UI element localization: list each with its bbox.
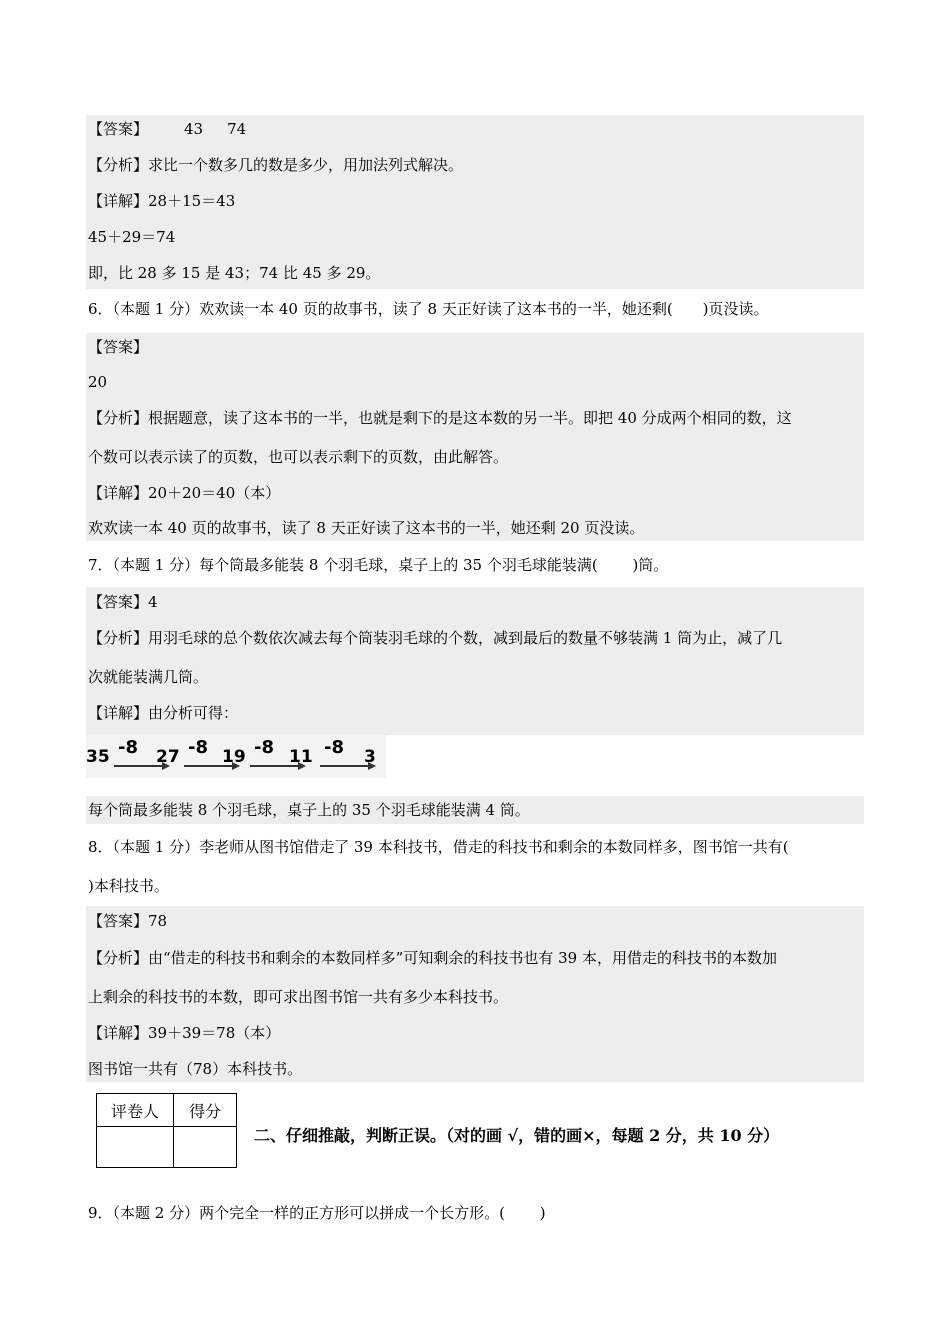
- q5-answer-2: 74: [227, 120, 247, 138]
- eq-op-label: -8: [118, 737, 138, 758]
- q5-answer-line: [88, 119, 246, 139]
- score-table-grader-header: 评卷人: [97, 1094, 174, 1127]
- q7-analysis-2: 次就能装满几筒。: [88, 668, 209, 686]
- q5-detail: 【详解】28＋15＝43: [88, 192, 236, 210]
- q8-detail: 【详解】39＋39＝78（本）: [88, 1024, 281, 1042]
- q7-conclusion: 每个筒最多能装 8 个羽毛球，桌子上的 35 个羽毛球能装满 4 筒。: [88, 801, 530, 819]
- q6-answer-label: 【答案】: [88, 338, 149, 356]
- q9-question: 9．（本题 2 分）两个完全一样的正方形可以拼成一个长方形。( ): [88, 1204, 546, 1222]
- q6-detail: 【详解】20＋20＝40（本）: [88, 484, 281, 502]
- q6-analysis-2: 个数可以表示读了的页数，也可以表示剩下的页数，由此解答。: [88, 448, 509, 466]
- q7-detail: 【详解】由分析可得：: [88, 704, 239, 722]
- score-table-grader-cell: [97, 1127, 174, 1168]
- q5-answer-1: 43: [184, 120, 204, 138]
- q7-analysis-1: 【分析】用羽毛球的总个数依次减去每个筒装羽毛球的个数，减到最后的数量不够装满 1 筒为止，减了几: [88, 629, 783, 647]
- q5-detail-line2: 45＋29＝74: [88, 228, 176, 246]
- q7-question: 7．（本题 1 分）每个筒最多能装 8 个羽毛球，桌子上的 35 个羽毛球能装满( )筒。: [88, 556, 669, 574]
- q5-answer-label: 【答案】: [88, 120, 149, 138]
- q8-conclusion: 图书馆一共有（78）本科技书。: [88, 1060, 303, 1078]
- eq-op-label: -8: [254, 737, 274, 758]
- eq-number: 27: [156, 747, 180, 767]
- section-2-title: 二、仔细推敲，判断正误。（对的画 √，错的画×，每题 2 分，共 10 分）: [254, 1126, 780, 1145]
- q5-analysis: 【分析】求比一个数多几的数是多少，用加法列式解决。: [88, 156, 464, 174]
- q8-analysis-1: 【分析】由“借走的科技书和剩余的本数同样多”可知剩余的科技书也有 39 本，用借走的科技书的本数加: [88, 949, 777, 967]
- score-table-score-header: 得分: [174, 1094, 237, 1127]
- q6-answer: 20: [88, 373, 108, 391]
- score-table-score-cell: [174, 1127, 237, 1168]
- q6-conclusion: 欢欢读一本 40 页的故事书，读了 8 天正好读了这本书的一半，她还剩 20 页没读。: [88, 519, 645, 537]
- q8-question-1: 8．（本题 1 分）李老师从图书馆借走了 39 本科技书，借走的科技书和剩余的本数同样多，图书馆一共有(: [88, 838, 789, 856]
- q5-conclusion: 即，比 28 多 15 是 43；74 比 45 多 29。: [88, 264, 381, 282]
- eq-number: 3: [364, 747, 376, 767]
- eq-op-label: -8: [324, 737, 344, 758]
- q8-analysis-2: 上剩余的科技书的本数，即可求出图书馆一共有多少本科技书。: [88, 988, 509, 1006]
- q7-answer: 【答案】4: [88, 593, 158, 611]
- eq-number: 19: [222, 747, 246, 767]
- eq-number: 11: [289, 747, 313, 767]
- q6-analysis-1: 【分析】根据题意，读了这本书的一半，也就是剩下的是这本数的另一半。即把 40 分成两个相同的数，这: [88, 409, 792, 427]
- q7-equation-figure: [86, 735, 386, 778]
- eq-number: 35: [86, 747, 110, 767]
- q8-question-2: )本科技书。: [88, 877, 169, 895]
- answer-block-q6: [86, 333, 864, 541]
- q8-answer: 【答案】78: [88, 912, 168, 930]
- q6-question: 6．（本题 1 分）欢欢读一本 40 页的故事书，读了 8 天正好读了这本书的一半，她还剩( )页没读。: [88, 300, 769, 318]
- score-table: [96, 1093, 237, 1168]
- eq-op-label: -8: [188, 737, 208, 758]
